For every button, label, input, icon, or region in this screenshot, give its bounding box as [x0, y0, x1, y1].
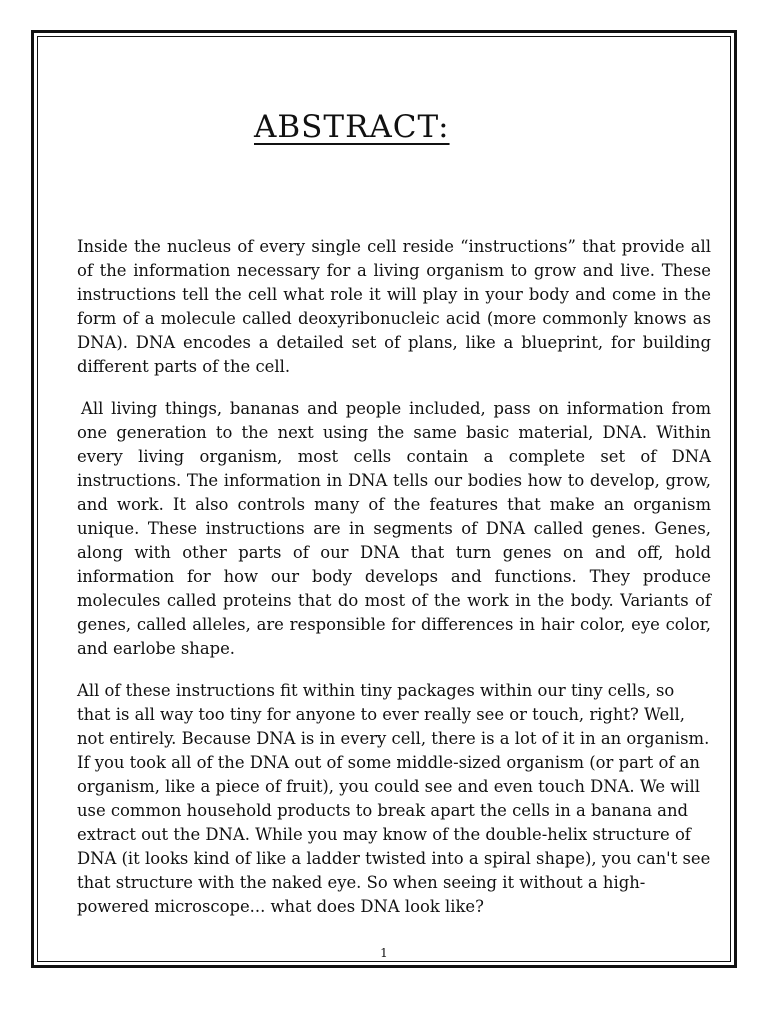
page-number: 1 [380, 946, 388, 960]
page-title: ABSTRACT: [254, 109, 450, 145]
abstract-body [77, 235, 711, 937]
paragraph-3: All of these instructions fit within tiny packages within our tiny cells, so that is all way too tiny for anyone to ever really see or touch, right? Well, not entirely. Because DNA is in every cell, there is a lot of it in an organism. If you took all of the DNA out of some middle-sized organism (or part of an organism, like a piece of fruit), you could see and even touch DNA. We will use common household products to break apart the cells in a banana and extract out the DNA. While you may know of the double-helix structure of DNA (it looks kind of like a ladder twisted into a spiral shape), you can't see that structure with the naked eye. So when seeing it without a high-powered microscope... what does DNA look like? [77, 681, 711, 916]
paragraph-2: All living things, bananas and people included, pass on information from one generation to the next using the same basic material, DNA. Within every living organism, most cells contain a complete set of DNA instructions. The information in DNA tells our bodies how to develop, grow, and work. It also controls many of the features that make an organism unique. These instructions are in segments of DNA called genes. Genes, along with other parts of our DNA that turn genes on and off, hold information for how our body develops and functions. They produce molecules called proteins that do most of the work in the body. Variants of genes, called alleles, are responsible for differences in hair color, eye color, and earlobe shape. [77, 399, 711, 658]
paragraph-1: Inside the nucleus of every single cell reside “instructions” that provide all of the information necessary for a living organism to grow and live. These instructions tell the cell what role it will play in your body and come in the form of a molecule called deoxyribonucleic acid (more commonly knows as DNA). DNA encodes a detailed set of plans, like a blueprint, for building different parts of the cell. [77, 237, 711, 376]
